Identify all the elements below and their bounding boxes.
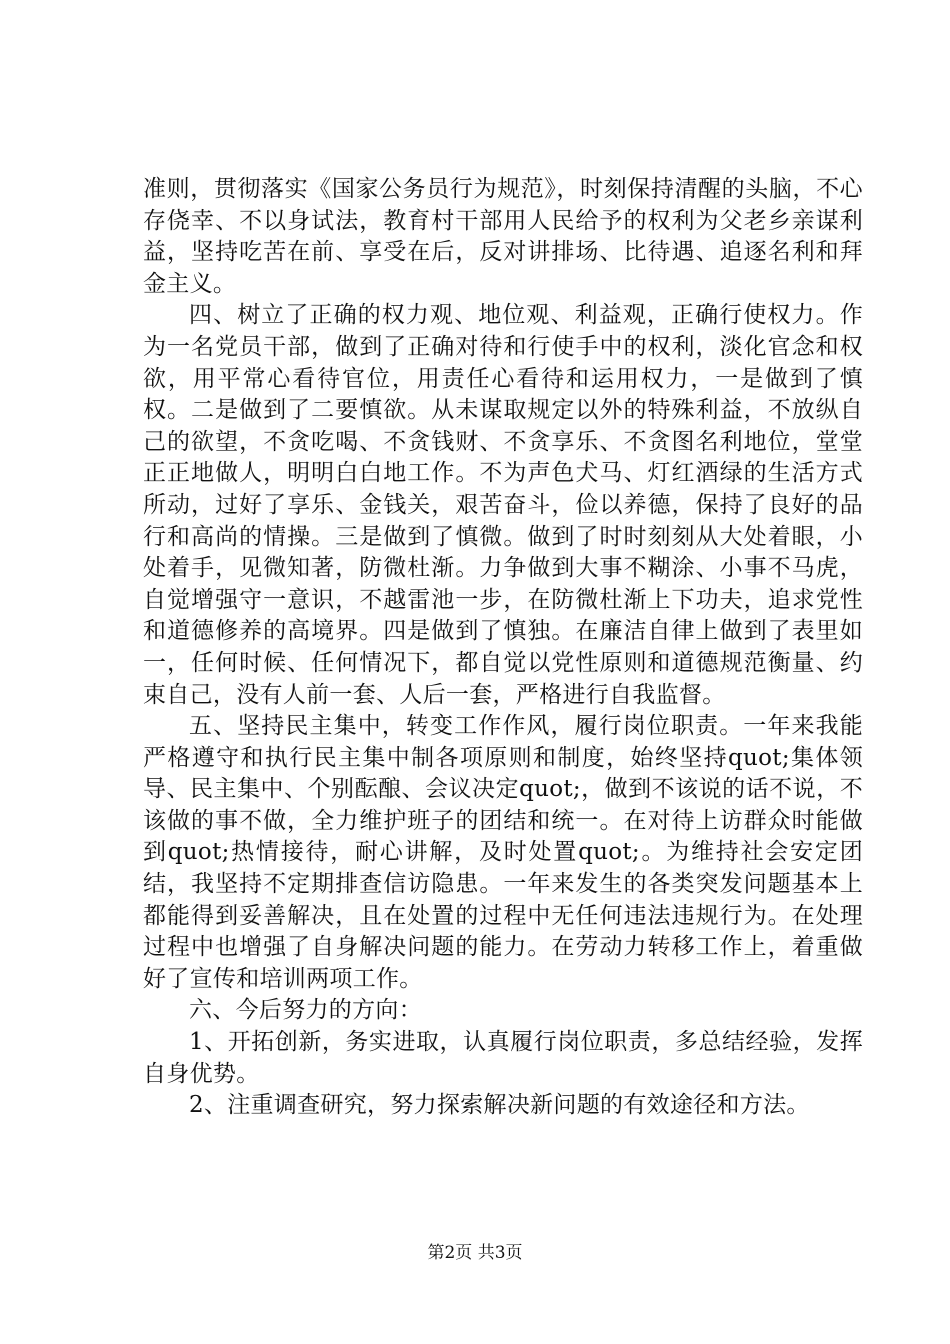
paragraph-item-one: 1、开拓创新，务实进取，认真履行岗位职责，多总结经验，发挥自身优势。 xyxy=(143,1029,863,1087)
document-body xyxy=(143,174,863,1122)
paragraph-section-five: 五、坚持民主集中，转变工作作风，履行岗位职责。一年来我能严格遵守和执行民主集中制各项原则和制度，始终坚持quot;集体领导、民主集中、个别酝酿、会议决定quot;，做到不该说的话不说，不该做的事不做，全力维护班子的团结和统一。在对待上访群众时能做到quot;热情接待，耐心讲解，及时处置quot;。为维持社会安定团结，我坚持不定期排查信访隐患。一年来发生的各类突发问题基本上都能得到妥善解决，且在处置的过程中无任何违法违规行为。在处理过程中也增强了自身解决问题的能力。在劳动力转移工作上，着重做好了宣传和培训两项工作。 xyxy=(143,713,863,992)
paragraph-section-six-heading: 六、今后努力的方向： xyxy=(189,997,422,1024)
page-number-footer: 第2页 共3页 xyxy=(427,1243,523,1263)
paragraph-section-four: 四、树立了正确的权力观、地位观、利益观，正确行使权力。作为一名党员干部，做到了正确对待和行使手中的权利，淡化官念和权欲，用平常心看待官位，用责任心看待和运用权力，一是做到了慎权。二是做到了二要慎欲。从未谋取规定以外的特殊利益，不放纵自己的欲望，不贪吃喝、不贪钱财、不贪享乐、不贪图名利地位，堂堂正正地做人，明明白白地工作。不为声色犬马、灯红酒绿的生活方式所动，过好了享乐、金钱关，艰苦奋斗，俭以养德，保持了良好的品行和高尚的情操。三是做到了慎微。做到了时时刻刻从大处着眼，小处着手，见微知著，防微杜渐。力争做到大事不糊涂、小事不马虎，自觉增强守一意识，不越雷池一步，在防微杜渐上下功夫，追求党性和道德修养的高境界。四是做到了慎独。在廉洁自律上做到了表里如一，任何时候、任何情况下，都自觉以党性原则和道德规范衡量、约束自己，没有人前一套、人后一套，严格进行自我监督。 xyxy=(143,302,863,708)
paragraph-item-two: 2、注重调查研究，努力探索解决新问题的有效途径和方法。 xyxy=(189,1092,810,1119)
paragraph-continuation: 准则，贯彻落实《国家公务员行为规范》，时刻保持清醒的头脑，不心存侥幸、不以身试法，教育村干部用人民给予的权利为父老乡亲谋利益，坚持吃苦在前、享受在后，反对讲排场、比待遇、追逐名利和拜金主义。 xyxy=(143,176,863,297)
